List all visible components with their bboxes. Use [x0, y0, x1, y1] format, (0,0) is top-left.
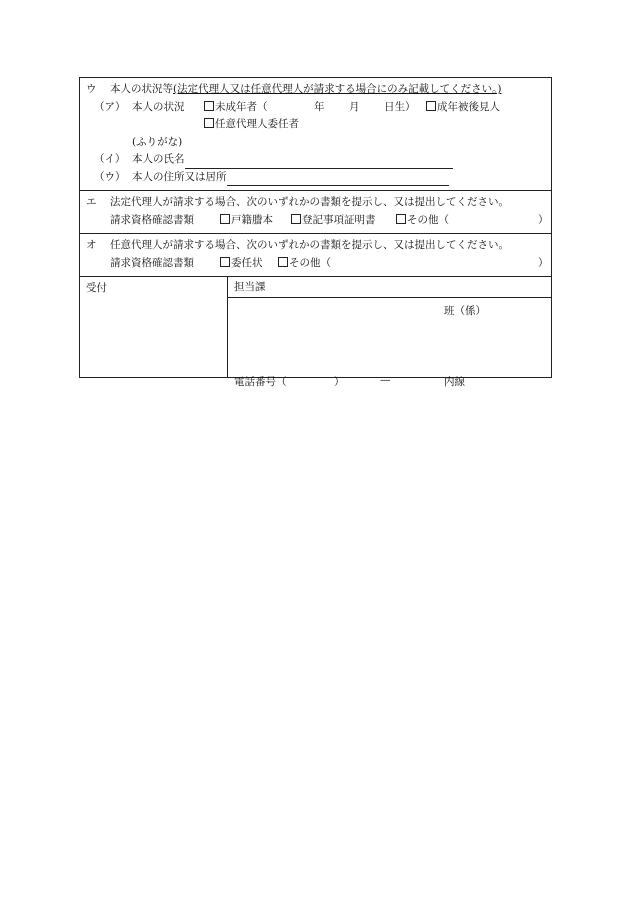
- reception-box: [80, 277, 228, 377]
- section-o-docs-label: 請求資格確認書類: [110, 256, 194, 269]
- other-doc-close-o: ）: [538, 256, 549, 269]
- department-label: 担当課: [234, 281, 266, 293]
- request-form-continuation: [79, 77, 552, 388]
- minor-label: 未成年者（: [215, 100, 268, 113]
- section-e-docs-label: 請求資格確認書類: [110, 213, 194, 226]
- year-label: 年: [314, 100, 325, 113]
- item-i-marker: （イ）: [94, 153, 126, 165]
- phone-label: 電話番号（: [234, 376, 287, 388]
- section-u-note: (法定代理人又は任意代理人が請求する場合にのみ記載してください。): [173, 83, 502, 95]
- section-u-header: [86, 81, 547, 99]
- other-doc-checkbox-e[interactable]: [396, 214, 406, 224]
- department-box: [228, 277, 551, 388]
- ward-option[interactable]: [426, 99, 500, 117]
- principal-checkbox[interactable]: [204, 118, 214, 128]
- power-of-attorney-option[interactable]: [220, 255, 263, 273]
- principal-row: [86, 116, 547, 134]
- month-label: 月: [349, 100, 360, 113]
- status-row: [86, 99, 547, 117]
- section-legal-agent: [80, 191, 551, 234]
- name-row: [86, 151, 547, 169]
- section-o-text-row: [86, 237, 547, 255]
- section-principal-status: [80, 78, 551, 191]
- department-header: [228, 277, 551, 298]
- family-register-checkbox[interactable]: [220, 214, 230, 224]
- section-e-text: 法定代理人が請求する場合、次のいずれかの書類を提示し、又は提出してください。: [110, 196, 509, 208]
- power-of-attorney-checkbox[interactable]: [220, 257, 230, 267]
- section-e-marker: エ: [86, 196, 97, 208]
- item-u-marker: （ウ）: [94, 170, 126, 183]
- other-doc-close-e: ）: [538, 213, 549, 226]
- other-doc-label-e: その他（: [407, 213, 449, 226]
- group-label: 班（係）: [444, 305, 486, 317]
- section-u-marker: ウ: [86, 83, 97, 95]
- registry-certificate-label: 登記事項証明書: [302, 213, 376, 226]
- status-label: 本人の状況: [132, 100, 185, 113]
- principal-option[interactable]: [204, 116, 299, 134]
- birthdate-label: 日生）: [384, 100, 416, 113]
- other-doc-option-e[interactable]: [396, 212, 449, 230]
- section-o-text: 任意代理人が請求する場合、次のいずれかの書類を提示し、又は提出してください。: [110, 239, 509, 251]
- section-voluntary-agent: [80, 234, 551, 277]
- name-label: 本人の氏名: [132, 153, 185, 165]
- furigana-row: [86, 134, 547, 152]
- office-use-area: [80, 277, 551, 388]
- registry-certificate-option[interactable]: [291, 212, 376, 230]
- minor-option[interactable]: [204, 99, 268, 117]
- family-register-label: 戸籍謄本: [231, 213, 273, 226]
- power-of-attorney-label: 委任状: [231, 256, 263, 269]
- other-doc-option-o[interactable]: [278, 255, 331, 273]
- family-register-option[interactable]: [220, 212, 273, 230]
- ward-label: 成年被後見人: [437, 100, 500, 113]
- address-label: 本人の住所又は居所: [132, 170, 227, 183]
- address-row: [86, 169, 547, 187]
- furigana-label: (ふりがな): [132, 135, 183, 148]
- section-e-text-row: [86, 194, 547, 212]
- ward-checkbox[interactable]: [426, 101, 436, 111]
- phone-dash: —: [380, 374, 391, 386]
- other-doc-checkbox-o[interactable]: [278, 257, 288, 267]
- name-field[interactable]: [185, 156, 453, 169]
- other-doc-label-o: その他（: [289, 256, 331, 269]
- item-a-marker: （ア）: [94, 100, 126, 113]
- address-field[interactable]: [227, 173, 449, 186]
- registry-certificate-checkbox[interactable]: [291, 214, 301, 224]
- section-u-title: 本人の状況等: [110, 83, 173, 95]
- reception-label: 受付: [86, 282, 107, 294]
- phone-close: ）: [334, 376, 345, 388]
- principal-label: 任意代理人委任者: [215, 118, 299, 130]
- section-o-docs-row: [86, 255, 547, 273]
- minor-checkbox[interactable]: [204, 101, 214, 111]
- extension-label: 内線: [444, 376, 465, 388]
- section-o-marker: オ: [86, 239, 97, 251]
- section-e-docs-row: [86, 212, 547, 230]
